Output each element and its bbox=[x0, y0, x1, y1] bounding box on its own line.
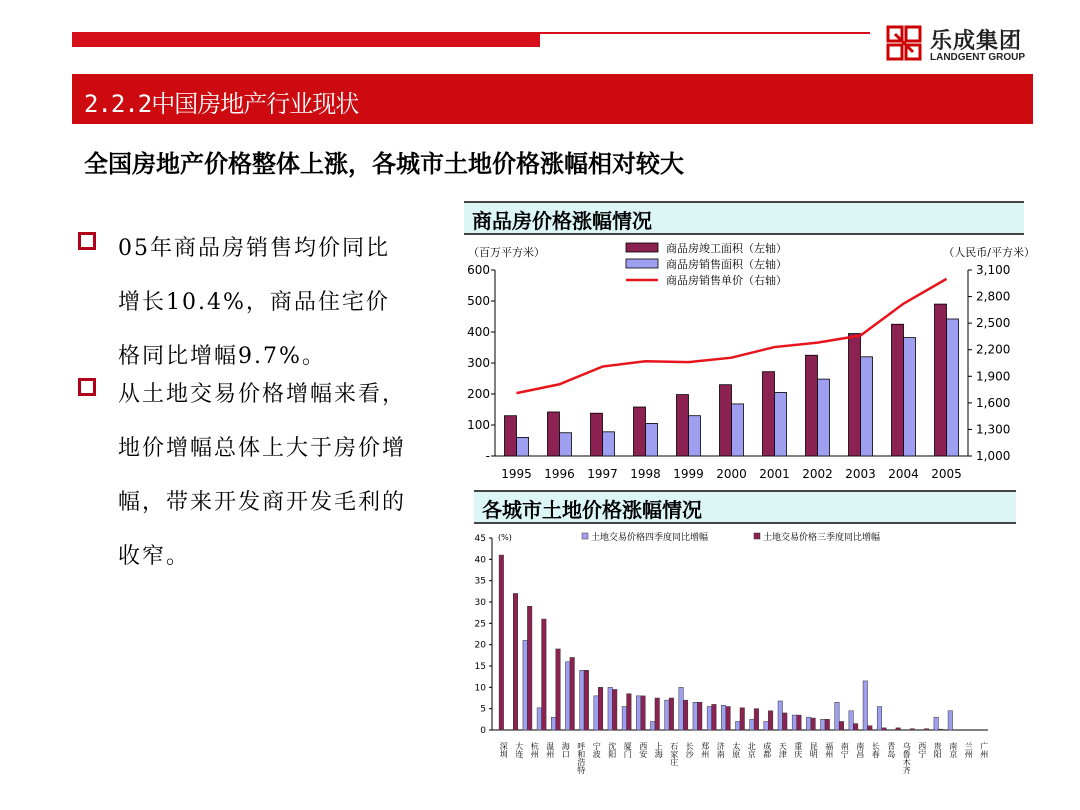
bar-q4-growth bbox=[707, 707, 712, 730]
bar-q3-growth bbox=[697, 702, 702, 730]
bullet-item bbox=[78, 368, 418, 588]
price-growth-chart bbox=[460, 236, 1040, 498]
legend-swatch-q3 bbox=[754, 533, 760, 539]
bar-q4-growth bbox=[580, 670, 585, 730]
x-tick-label: 温州 bbox=[545, 742, 555, 758]
bullet-item bbox=[78, 222, 418, 392]
bar-q3-growth bbox=[513, 593, 518, 730]
company-logo bbox=[886, 22, 1046, 68]
bar-q3-growth bbox=[712, 704, 717, 730]
bar-q4-growth bbox=[934, 717, 939, 730]
bar-q3-growth bbox=[683, 700, 688, 730]
y-tick-label: 20 bbox=[474, 640, 486, 651]
bar-q3-growth bbox=[754, 709, 759, 730]
bar-q4-growth bbox=[764, 721, 769, 730]
x-tick-label: 海口 bbox=[561, 742, 571, 758]
bar-q3-growth bbox=[882, 728, 887, 730]
bar-q3-growth bbox=[556, 649, 561, 730]
left-tick-label: 200 bbox=[467, 387, 490, 401]
x-tick-label: 2004 bbox=[888, 467, 919, 481]
bar-sold-area bbox=[646, 423, 658, 456]
bar-q4-growth bbox=[537, 708, 542, 730]
left-tick-label: 500 bbox=[467, 294, 490, 308]
bar-completed-area bbox=[677, 395, 689, 456]
x-tick-label: 1997 bbox=[587, 467, 618, 481]
legend-swatch-sold bbox=[626, 259, 658, 268]
x-tick-label: 石家庄 bbox=[669, 742, 679, 766]
y-tick-label: 5 bbox=[480, 704, 486, 715]
x-tick-label: 1996 bbox=[544, 467, 575, 481]
right-tick-label: 1,900 bbox=[976, 369, 1011, 384]
right-tick-label: 1,300 bbox=[976, 422, 1011, 437]
bar-q3-growth bbox=[641, 696, 646, 730]
bar-q4-growth bbox=[622, 707, 627, 730]
x-tick-label: 长沙 bbox=[685, 742, 695, 758]
x-tick-label: 成都 bbox=[762, 742, 772, 758]
x-tick-label: 重庆 bbox=[793, 742, 803, 758]
x-tick-label: 天津 bbox=[778, 742, 788, 758]
y-tick-label: 40 bbox=[474, 555, 486, 566]
left-tick-label: 300 bbox=[467, 356, 490, 370]
section-title: 2.2.2中国房地产行业现状 bbox=[84, 90, 359, 118]
bar-q4-growth bbox=[551, 717, 556, 730]
x-tick-label: 广州 bbox=[979, 742, 989, 758]
x-tick-label: 呼和浩特 bbox=[576, 742, 586, 774]
bar-q4-growth bbox=[821, 719, 826, 730]
chart1-title: 商品房价格涨幅情况 bbox=[472, 209, 652, 233]
bar-q4-growth bbox=[750, 719, 755, 730]
chart2-title: 各城市土地价格涨幅情况 bbox=[482, 498, 702, 522]
x-tick-label: 青岛 bbox=[886, 742, 896, 758]
bar-q4-growth bbox=[948, 711, 953, 730]
x-tick-label: 1995 bbox=[501, 467, 532, 481]
bar-q3-growth bbox=[612, 689, 617, 730]
bar-q3-growth bbox=[853, 724, 858, 730]
bar-q4-growth bbox=[650, 721, 655, 730]
bar-sold-area bbox=[947, 319, 959, 456]
x-tick-label: 深圳 bbox=[499, 742, 509, 758]
bar-q4-growth bbox=[665, 700, 670, 730]
bar-q4-growth bbox=[849, 711, 854, 730]
legend-label-price: 商品房销售单价（右轴） bbox=[666, 274, 787, 287]
x-tick-label: 郑州 bbox=[700, 742, 710, 758]
x-tick-label: 太原 bbox=[731, 742, 741, 758]
bar-q4-growth bbox=[863, 681, 868, 730]
left-tick-label: 600 bbox=[467, 263, 490, 277]
legend-label-sold: 商品房销售面积（左轴） bbox=[666, 258, 787, 271]
left-tick-label: - bbox=[485, 449, 490, 463]
x-tick-label: 济南 bbox=[716, 742, 726, 758]
x-tick-label: 北京 bbox=[747, 742, 757, 758]
bar-q4-growth bbox=[679, 687, 684, 730]
bar-q3-growth bbox=[669, 698, 674, 730]
y-tick-label: 45 bbox=[474, 534, 486, 544]
bar-q4-growth bbox=[778, 701, 783, 730]
left-unit-label: （百万平方米） bbox=[468, 246, 545, 259]
y-tick-label: 25 bbox=[474, 619, 486, 630]
x-tick-label: 贵阳 bbox=[933, 742, 943, 758]
bar-sold-area bbox=[560, 433, 572, 456]
right-tick-label: 2,200 bbox=[976, 342, 1011, 357]
x-tick-label: 宁波 bbox=[592, 742, 602, 758]
header-red-bar bbox=[72, 32, 540, 47]
bar-q4-growth bbox=[523, 640, 528, 730]
right-tick-label: 2,800 bbox=[976, 289, 1011, 304]
bar-q3-growth bbox=[598, 687, 603, 730]
x-tick-label: 1998 bbox=[630, 467, 661, 481]
bar-q3-growth bbox=[868, 726, 873, 730]
brand-name-en: LANDGENT GROUP bbox=[930, 52, 1025, 63]
x-tick-label: 上海 bbox=[654, 742, 664, 758]
bar-q3-growth bbox=[910, 729, 915, 730]
bar-sold-area bbox=[775, 392, 787, 456]
bar-q4-growth bbox=[636, 696, 641, 730]
bar-q4-growth bbox=[594, 696, 599, 730]
bar-sold-area bbox=[732, 404, 744, 456]
bar-completed-area bbox=[935, 304, 947, 456]
bar-sold-area bbox=[689, 416, 701, 456]
y-tick-label: 10 bbox=[474, 683, 486, 694]
bar-q4-growth bbox=[792, 715, 797, 730]
right-unit-label: （人民币/平方米） bbox=[943, 246, 1035, 259]
bar-q4-growth bbox=[877, 707, 882, 730]
unit-label: (%) bbox=[498, 533, 512, 542]
x-tick-label: 昆明 bbox=[809, 742, 819, 758]
bullet-text: 从土地交易价格增幅来看，地价增幅总体上大于房价增幅，带来开发商开发毛利的收窄。 bbox=[118, 382, 407, 569]
bar-q3-growth bbox=[570, 657, 575, 730]
chart1-title-bar bbox=[464, 201, 1024, 235]
bar-q3-growth bbox=[726, 707, 731, 730]
bar-completed-area bbox=[548, 412, 560, 456]
x-tick-label: 厦门 bbox=[623, 742, 633, 758]
bar-q3-growth bbox=[527, 606, 532, 730]
bar-q3-growth bbox=[839, 721, 844, 730]
x-tick-label: 2003 bbox=[845, 467, 876, 481]
legend-swatch-q4 bbox=[582, 533, 588, 539]
bar-completed-area bbox=[591, 413, 603, 456]
x-tick-label: 2002 bbox=[802, 467, 833, 481]
y-tick-label: 0 bbox=[480, 726, 486, 736]
x-tick-label: 西安 bbox=[638, 742, 648, 758]
bar-completed-area bbox=[806, 355, 818, 456]
bar-q3-growth bbox=[924, 729, 929, 730]
bar-q3-growth bbox=[655, 698, 660, 730]
bar-q3-growth bbox=[584, 670, 589, 730]
y-tick-label: 15 bbox=[474, 662, 486, 672]
x-tick-label: 1999 bbox=[673, 467, 704, 481]
bar-completed-area bbox=[634, 407, 646, 456]
legend-label-completed: 商品房竣工面积（左轴） bbox=[666, 242, 787, 255]
legend-label-q3: 土地交易价格三季度同比增幅 bbox=[763, 533, 881, 543]
legend-swatch-completed bbox=[626, 243, 658, 252]
bar-sold-area bbox=[861, 357, 873, 456]
land-price-chart bbox=[460, 520, 1020, 810]
bullet-text: 05年商品房销售均价同比增长10.4%，商品住宅价格同比增幅9.7%。 bbox=[118, 236, 390, 369]
bar-q3-growth bbox=[627, 694, 632, 730]
bar-completed-area bbox=[720, 385, 732, 456]
x-tick-label: 南昌 bbox=[855, 742, 865, 758]
bar-completed-area bbox=[505, 416, 517, 456]
right-tick-label: 1,600 bbox=[976, 395, 1011, 410]
x-tick-label: 2000 bbox=[716, 467, 747, 481]
bar-q3-growth bbox=[811, 718, 816, 730]
bar-q4-growth bbox=[736, 721, 741, 730]
bar-q3-growth bbox=[740, 708, 745, 730]
x-tick-label: 乌鲁木齐 bbox=[902, 742, 912, 774]
square-bullet-icon bbox=[78, 232, 96, 250]
x-tick-label: 沈阳 bbox=[607, 742, 617, 758]
bar-q3-growth bbox=[768, 711, 773, 730]
left-tick-label: 400 bbox=[467, 325, 490, 339]
right-tick-label: 1,000 bbox=[976, 449, 1011, 463]
bar-q3-growth bbox=[938, 729, 943, 730]
y-tick-label: 30 bbox=[474, 598, 486, 608]
section-header bbox=[72, 74, 1033, 124]
legend-label-q4: 土地交易价格四季度同比增幅 bbox=[591, 533, 709, 543]
bar-completed-area bbox=[892, 324, 904, 456]
bar-sold-area bbox=[603, 432, 615, 456]
x-tick-label: 长春 bbox=[871, 742, 881, 758]
bar-q3-growth bbox=[797, 715, 802, 730]
bar-completed-area bbox=[763, 372, 775, 456]
square-bullet-icon bbox=[78, 378, 96, 396]
right-tick-label: 3,100 bbox=[976, 263, 1011, 277]
bar-q4-growth bbox=[565, 662, 570, 730]
x-tick-label: 福州 bbox=[824, 742, 834, 758]
x-tick-label: 杭州 bbox=[530, 742, 540, 758]
bar-q3-growth bbox=[542, 619, 547, 730]
logo-mark-icon bbox=[886, 24, 924, 64]
bar-q4-growth bbox=[721, 705, 726, 730]
x-tick-label: 2001 bbox=[759, 467, 790, 481]
bar-q3-growth bbox=[499, 555, 504, 730]
bar-sold-area bbox=[904, 338, 916, 456]
bar-q4-growth bbox=[835, 702, 840, 730]
bar-q4-growth bbox=[806, 717, 811, 730]
x-tick-label: 2005 bbox=[931, 467, 962, 481]
x-tick-label: 西宁 bbox=[917, 742, 927, 758]
price-line bbox=[517, 279, 947, 393]
bar-q4-growth bbox=[608, 687, 613, 730]
left-tick-label: 100 bbox=[467, 418, 490, 432]
bar-q3-growth bbox=[783, 713, 788, 730]
bar-completed-area bbox=[849, 334, 861, 456]
x-tick-label: 大连 bbox=[514, 742, 524, 758]
header-red-line bbox=[540, 32, 870, 34]
y-tick-label: 35 bbox=[474, 576, 486, 587]
brand-name: 乐成集团 bbox=[930, 29, 1023, 54]
x-tick-label: 南京 bbox=[948, 742, 958, 758]
x-tick-label: 兰州 bbox=[964, 742, 974, 758]
bar-sold-area bbox=[517, 437, 529, 456]
bar-q3-growth bbox=[825, 719, 830, 730]
bar-sold-area bbox=[818, 379, 830, 456]
bar-q4-growth bbox=[693, 702, 698, 730]
x-tick-label: 南宁 bbox=[840, 742, 850, 758]
headline: 全国房地产价格整体上涨，各城市土地价格涨幅相对较大 bbox=[84, 150, 684, 178]
right-tick-label: 2,500 bbox=[976, 316, 1011, 331]
chart2-title-bar bbox=[474, 490, 1016, 524]
bar-q3-growth bbox=[896, 728, 901, 730]
